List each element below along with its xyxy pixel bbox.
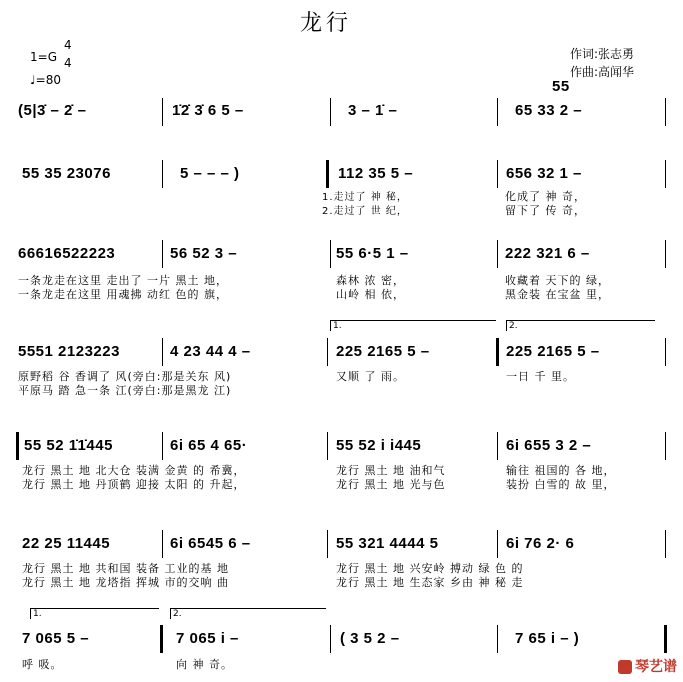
tempo-marking: ♩=80 [30, 73, 61, 87]
notes-row3-m3: 55 6·5 1 – [336, 245, 409, 262]
notes-row2-m3: 112 35 5 – [338, 165, 414, 182]
lyric-row3-v2-c: 黑金装 在宝盆 里， [505, 288, 610, 301]
notes-row6-m4: 6i 76 2· 6 [506, 535, 575, 552]
notes-row7-m1: 7 065 5 – [22, 630, 90, 647]
lyric-row6-v1-a: 龙行 黑土 地 共和国 装备 工业的基 地 [22, 562, 229, 575]
lyric-row3-v1-b: 森林 浓 密， [336, 274, 405, 287]
lyric-row6-v2-b: 龙行 黑土 地 生态家 乡由 神 秘 走 [336, 576, 524, 589]
barline [665, 338, 666, 366]
song-title: 龙行 [300, 11, 353, 36]
notes-row7-m2: 7 065 i – [176, 630, 239, 647]
repeat-end-barline [160, 625, 163, 653]
lyric-row2-v2-b: 留下了 传 奇， [505, 204, 586, 217]
barline [327, 338, 328, 366]
notes-row6-m1: 22 25 11445 [22, 535, 111, 552]
notes-row3-m4: 222 321 6 – [505, 245, 590, 262]
notes-row4-m4: 225 2165 5 – [506, 343, 600, 360]
second-ending-bracket: 2. [506, 320, 655, 331]
notes-row5-m3: 55 52 i i445 [336, 437, 422, 454]
lyric-row2-v1-b: 化成了 神 奇， [505, 190, 586, 203]
notes-row7-m4: 7 65 i – ) [515, 630, 580, 647]
lyric-row5-v2-c: 装扮 白雪的 故 里， [506, 478, 616, 491]
time-signature-top: 4 [64, 38, 72, 52]
barline [497, 98, 498, 126]
barline [497, 625, 498, 653]
notes-row7-m3: ( 3 5 2 – [340, 630, 400, 647]
lyric-row7-second-ending: 向 神 奇。 [176, 658, 233, 671]
lyric-row4-v1-a: 原野稻 谷 香调了 风(旁白:那是关东 风) [18, 370, 232, 383]
barline [162, 240, 163, 268]
piano-logo-icon [618, 660, 632, 674]
notes-row3-m1: 66616522223 [18, 245, 116, 262]
barline [330, 98, 331, 126]
lyric-row2-v2-a: 2.走过了 世 纪， [322, 206, 408, 217]
barline [162, 160, 163, 188]
lyric-row7-first-ending: 呼 吸。 [22, 658, 63, 671]
barline [327, 432, 328, 460]
repeat-end-barline [496, 338, 499, 366]
lyric-row3-v2-a: 一条龙走在这里 用魂拂 动红 色的 旗， [18, 288, 228, 301]
notes-row4-m1: 5551 2123223 [18, 343, 120, 360]
notes-row2-m2: 5 – – – ) [180, 165, 240, 182]
first-ending-bracket-2: 1. [30, 608, 159, 619]
lyricist-credit: 作词:张志勇 [570, 47, 635, 61]
notes-row5-m4: 6i 655 3 2 – [506, 437, 592, 454]
barline [497, 530, 498, 558]
barline [665, 432, 666, 460]
notes-row5-m1: 55 52 1̇1̇445 [24, 437, 113, 454]
barline [665, 98, 666, 126]
barline [497, 160, 498, 188]
pickup-notes: 55 [552, 78, 570, 95]
barline [162, 432, 163, 460]
notes-row1-m2: 1̇2̇ 3̇ 6 5 – [172, 102, 244, 119]
barline [162, 98, 163, 126]
barline [327, 530, 328, 558]
notes-row1-m4: 65 33 2 – [515, 102, 583, 119]
lyric-row4-first-ending: 又顺 了 雨。 [336, 370, 405, 383]
lyric-row5-v1-c: 输往 祖国的 各 地， [506, 464, 616, 477]
lyric-row4-v2-a: 平原马 踏 急一条 江(旁白:那是黑龙 江) [18, 384, 232, 397]
barline [497, 240, 498, 268]
notes-row1-m1: (5|3̇ – 2̇ – [18, 102, 87, 119]
section-start-barline [16, 432, 19, 460]
first-ending-bracket: 1. [330, 320, 496, 331]
barline [665, 530, 666, 558]
notes-row3-m2: 56 52 3 – [170, 245, 238, 262]
second-ending-bracket-2: 2. [170, 608, 326, 619]
site-watermark [618, 656, 677, 676]
barline [162, 530, 163, 558]
lyric-row3-v1-a: 一条龙走在这里 走出了 一片 黑土 地， [18, 274, 228, 287]
repeat-start-barline [326, 160, 329, 188]
lyric-row6-v2-a: 龙行 黑土 地 龙塔指 挥城 市的交响 曲 [22, 576, 229, 589]
lyric-row4-second-ending: 一日 千 里。 [506, 370, 575, 383]
lyric-row5-v1-a: 龙行 黑土 地 北大仓 装满 金黄 的 希冀， [22, 464, 246, 477]
notes-row1-m3: 3 – 1̇ – [348, 102, 398, 119]
notes-row4-m2: 4 23 44 4 – [170, 343, 251, 360]
notes-row2-m4: 656 32 1 – [506, 165, 582, 182]
lyric-row2-v1-a: 1.走过了 神 秘， [322, 192, 408, 203]
barline [330, 240, 331, 268]
barline [665, 160, 666, 188]
lyric-row5-v2-a: 龙行 黑土 地 丹顶鹤 迎接 太阳 的 升起， [22, 478, 246, 491]
notes-row6-m3: 55 321 4444 5 [336, 535, 439, 552]
key-signature: 1=G [30, 50, 57, 64]
notes-row5-m2: 6i 65 4 65· [170, 437, 248, 454]
lyric-row3-v2-b: 山岭 相 依， [336, 288, 405, 301]
notes-row4-m3: 225 2165 5 – [336, 343, 430, 360]
barline [497, 432, 498, 460]
time-signature-bottom: 4 [64, 56, 72, 70]
barline [665, 240, 666, 268]
watermark-text: 琴艺谱 [635, 659, 677, 675]
composer-credit: 作曲:高闻华 [570, 65, 635, 79]
lyric-row3-v1-c: 收藏着 天下的 绿， [505, 274, 610, 287]
notes-row2-m1: 55 35 23076 [22, 165, 111, 182]
lyric-row5-v1-b: 龙行 黑土 地 油和气 [336, 464, 446, 477]
barline [162, 338, 163, 366]
final-barline [664, 625, 667, 653]
barline [330, 625, 331, 653]
lyric-row6-v1-b: 龙行 黑土 地 兴安岭 搏动 绿 色 的 [336, 562, 524, 575]
lyric-row5-v2-b: 龙行 黑土 地 光与色 [336, 478, 446, 491]
notes-row6-m2: 6i 6545 6 – [170, 535, 251, 552]
